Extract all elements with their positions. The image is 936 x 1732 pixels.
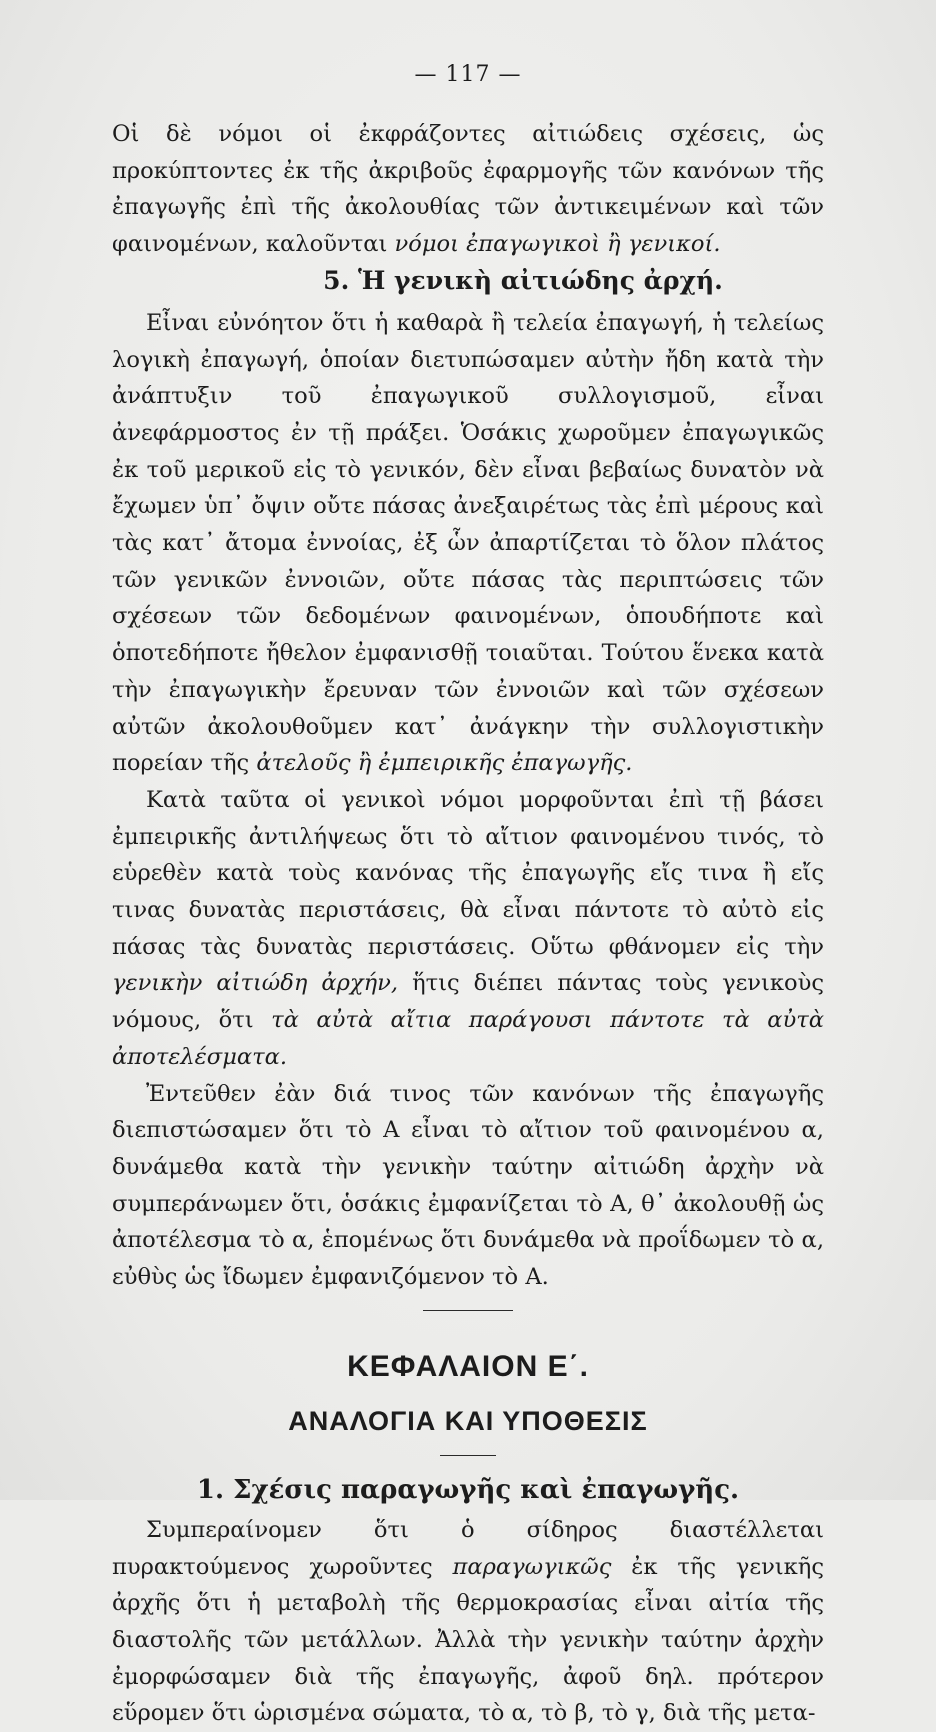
- subtitle-rule: [440, 1455, 496, 1456]
- chapter-title: ΚΕΦΑΛΑΙΟΝ Ε΄.: [347, 1349, 589, 1383]
- section-heading-deduction-and-induction: 1. Σχέσις παραγωγῆς καὶ ἐπαγωγῆς.: [196, 1474, 740, 1505]
- paragraph-general-laws: [112, 782, 824, 1076]
- paragraph-1-text: Οἱ δὲ νόμοι οἱ ἐκφράζοντες αἰτιώδεις σχέσεις, ὡς προκύπτοντες ἐκ τῆς ἀκριβοῦς ἐφαρμογῆς τῶν κανόνων τῆς ἐπαγωγῆς ἐπὶ τῆς ἀκολουθίας τῶν ἀντικειμένων καὶ τῶν φαινομένων, καλοῦνται: [112, 121, 824, 258]
- paragraph-1-italic-term: νόμοι ἐπαγωγικοὶ ἢ γενικοί.: [394, 231, 721, 258]
- chapter-subtitle: ΑΝΑΛΟΓΙΑ ΚΑΙ ΥΠΟΘΕΣΙΣ: [288, 1405, 648, 1436]
- paragraph-5-text-start: Συμπεραίνομεν ὅτι ὁ σίδηρος διαστέλλεται πυρακτούμενος χωροῦντες: [112, 1516, 824, 1580]
- paragraph-2-italic-term: ἀτελοῦς ἢ ἐμπειρικῆς ἐπαγωγῆς.: [256, 750, 633, 777]
- page-number: — 117 —: [414, 62, 522, 87]
- paragraph-prediction: Ἐντεῦθεν ἐὰν διά τινος τῶν κανόνων τῆς ἐπαγωγῆς διεπιστώσαμεν ὅτι τὸ Α εἶναι τὸ αἴτιον τοῦ φαινομένου α, δυνάμεθα κατὰ τὴν γενικὴν ταύτην αἰτιώδη ἀρχὴν νὰ συμπεράνωμεν ὅτι, ὁσάκις ἐμφανίζεται τὸ Α, θ᾽ ἀκολουθῇ ὡς ἀποτέλεσμα τὸ α, ἑπομένως ὅτι δυνάμεθα νὰ προΐδωμεν τὸ α, εὐθὺς ὡς ἴδωμεν ἐμφανιζόμενον τὸ Α.: [112, 1080, 824, 1291]
- paragraph-3-italic-principle: γενικὴν αἰτιώδη ἀρχήν,: [112, 970, 399, 997]
- section-heading-general-causal-principle: 5. Ἡ γενικὴ αἰτιώδης ἀρχή.: [323, 265, 723, 295]
- paragraph-5-italic-term: παραγωγικῶς: [452, 1553, 612, 1580]
- paragraph-3-italic-statement: τὰ αὐτὰ αἴτια παράγουσι πάντοτε τὰ αὐτὰ ἀποτελέσματα.: [112, 1007, 825, 1070]
- paragraph-3-text-start: Κατὰ ταῦτα οἱ γενικοὶ νόμοι μορφοῦνται ἐπὶ τῇ βάσει ἐμπειρικῆς ἀντιλήψεως ὅτι τὸ αἴτιον φαινομένου τινός, τὸ εὑρεθὲν κατὰ τοὺς κανόνας τῆς ἐπαγωγῆς εἴς τινα ἢ εἴς τινας δυνατὰς περιστάσεις, θὰ εἶναι πάντοτε τὸ αὐτὸ εἰς πάσας τὰς δυνατὰς περιστάσεις. Οὕτω φθάνομεν εἰς τὴν: [112, 786, 824, 960]
- separator-rule: [423, 1310, 513, 1311]
- paragraph-3-text-middle: ἥτις διέπει πάντας τοὺς γενικοὺς νόμους, ὅτι: [112, 970, 824, 1034]
- paragraph-5-text-rest: ἐκ τῆς γενικῆς ἀρχῆς ὅτι ἡ μεταβολὴ τῆς θερμοκρασίας εἶναι αἰτία τῆς διαστολῆς τῶν μετάλλων. Ἀλλὰ τὴν γενικὴν ταύτην ἀρχὴν ἐμορφώσαμεν διὰ τῆς ἐπαγωγῆς, ἀφοῦ δηλ. πρότερον εὕρομεν ὅτι ὡρισμένα σώματα, τὸ α, τὸ β, τὸ γ, διὰ τῆς μετα-: [112, 1553, 824, 1727]
- paragraph-laws-of-induction: [112, 116, 824, 263]
- paragraph-pure-induction: [112, 305, 824, 782]
- paragraph-2-text: Εἶναι εὐνόητον ὅτι ἡ καθαρὰ ἢ τελεία ἐπαγωγή, ἡ τελείως λογικὴ ἐπαγωγή, ὁποίαν διετυπώσαμεν αὐτὴν ἤδη κατὰ τὴν ἀνάπτυξιν τοῦ ἐπαγωγικοῦ συλλογισμοῦ, εἶναι ἀνεφάρμοστος ἐν τῇ πράξει. Ὁσάκις χωροῦμεν ἐπαγωγικῶς ἐκ τοῦ μερικοῦ εἰς τὸ γενικόν, δὲν εἶναι βεβαίως δυνατὸν νὰ ἔχωμεν ὑπ᾽ ὄψιν οὔτε πάσας ἀνεξαιρέτως τὰς ἐπὶ μέρους καὶ τὰς κατ᾽ ἄτομα ἐννοίας, ἐξ ὧν ἀπαρτίζεται τὸ ὅλον πλάτος τῶν γενικῶν ἐννοιῶν, οὔτε πάσας τὰς περιπτώσεις τῶν σχέσεων τῶν δεδομένων φαινομένων, ὁπουδήποτε καὶ ὁποτεδήποτε ἤθελον ἐμφανισθῇ τοιαῦται. Τούτου ἕνεκα κατὰ τὴν ἐπαγωγικὴν ἔρευναν τῶν ἐννοιῶν καὶ τῶν σχέσεων αὐτῶν ἀκολουθοῦμεν κατ᾽ ἀνάγκην τὴν συλλογιστικὴν πορείαν τῆς: [112, 309, 824, 777]
- paragraph-iron-expansion: [112, 1512, 824, 1732]
